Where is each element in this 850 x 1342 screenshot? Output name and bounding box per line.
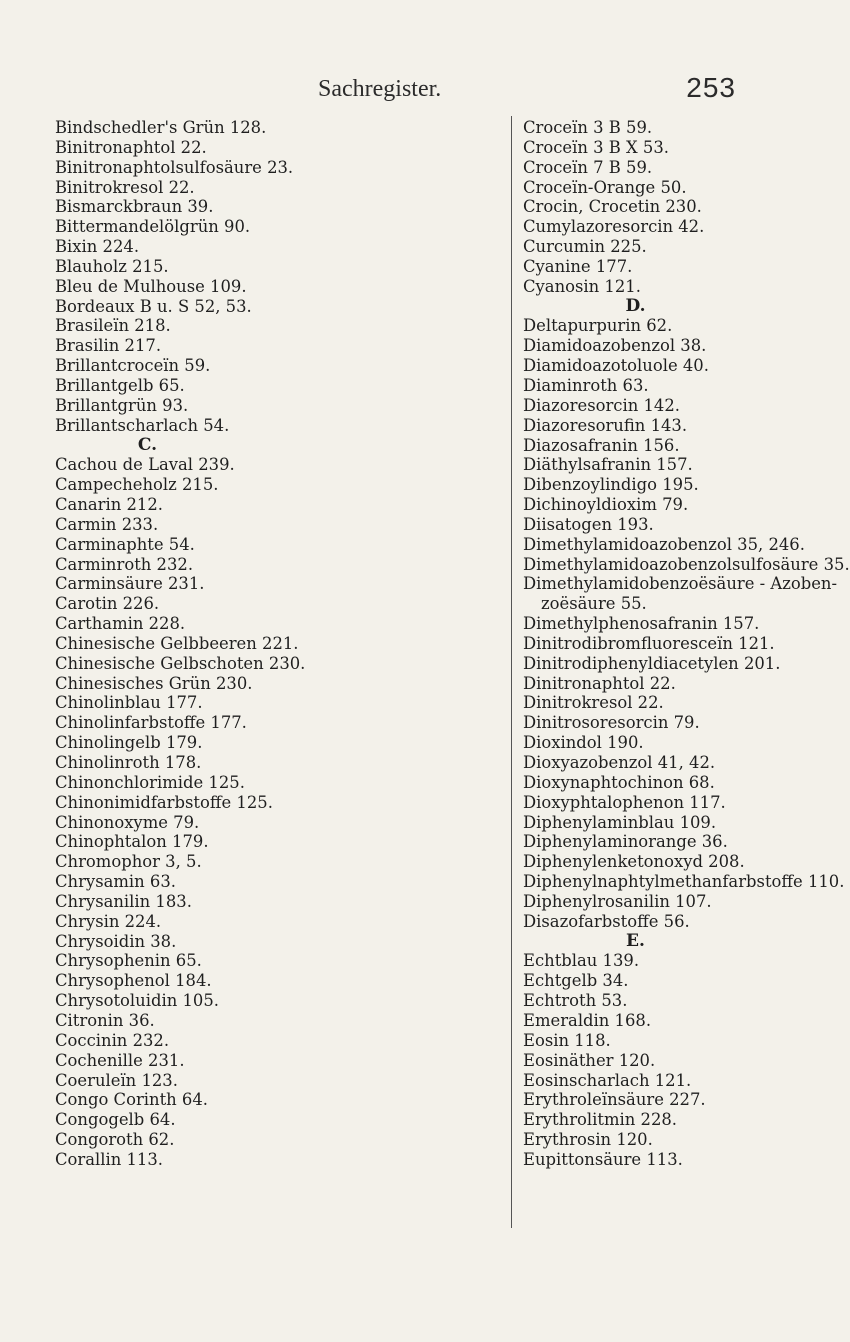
- index-entry: Dimethylphenosafranin 157.: [523, 614, 760, 634]
- index-entry: Dioxynaphtochinon 68.: [523, 772, 715, 792]
- index-entry: Cachou de Laval 239.: [55, 455, 235, 475]
- index-entry: Echtgelb 34.: [523, 971, 629, 991]
- index-entry: Diamidoazobenzol 38.: [523, 336, 707, 356]
- index-entry: Brillantgrün 93.: [55, 395, 189, 415]
- index-entry: Citronin 36.: [55, 1010, 155, 1030]
- index-entry: Diphenylaminorange 36.: [523, 832, 728, 852]
- index-entry: Cyanosin 121.: [523, 276, 641, 296]
- index-column-left: [55, 118, 510, 1170]
- index-entry: Carmin 233.: [55, 514, 159, 534]
- index-entry: Congoroth 62.: [55, 1130, 175, 1150]
- index-entry: Cumylazoresorcin 42.: [523, 217, 705, 237]
- index-entry: Chrysotoluidin 105.: [55, 991, 219, 1011]
- index-entry: Dinitrodiphenyldiacetylen 201.: [523, 653, 781, 673]
- section-letter-heading: C.: [137, 434, 158, 455]
- index-entry: Diphenylenketonoxyd 208.: [523, 852, 745, 872]
- index-entry: Binitronaphtol 22.: [55, 137, 207, 157]
- index-entry: Eupittonsäure 113.: [523, 1149, 683, 1169]
- index-entry: Croceïn-Orange 50.: [523, 177, 687, 197]
- index-entry: Bismarckbraun 39.: [55, 197, 214, 217]
- index-entry: Carminroth 232.: [55, 554, 194, 574]
- column-divider: [511, 116, 512, 1228]
- page-header: [0, 72, 800, 106]
- index-entry: Dinitrodibromfluoresceïn 121.: [523, 633, 775, 653]
- index-entry: Chinolingelb 179.: [55, 733, 203, 753]
- index-entry: Dinitrokresol 22.: [523, 693, 664, 713]
- index-entry: Bordeaux B u. S 52, 53.: [55, 296, 252, 316]
- index-entry: Cochenille 231.: [55, 1050, 185, 1070]
- index-column-right: [523, 118, 850, 1170]
- index-entry: Diäthylsafranin 157.: [523, 455, 693, 475]
- index-entry: Carminaphte 54.: [55, 534, 195, 554]
- index-entry: Brillantcroceïn 59.: [55, 356, 211, 376]
- index-entry: Chinesische Gelbschoten 230.: [55, 653, 306, 673]
- index-entry: Chrysophenol 184.: [55, 971, 212, 991]
- index-entry: Chinolinfarbstoffe 177.: [55, 713, 247, 733]
- index-entry: Croceïn 3 B 59.: [523, 118, 653, 137]
- index-entry: Chinesisches Grün 230.: [55, 673, 253, 693]
- index-entry: Crocin, Crocetin 230.: [523, 197, 702, 217]
- index-entry: Carthamin 228.: [55, 614, 186, 634]
- index-entry: Erythrosin 120.: [523, 1130, 653, 1150]
- index-entry: Corallin 113.: [55, 1149, 164, 1169]
- index-entry: Brasileïn 218.: [55, 316, 171, 336]
- index-entry: Chinonimidfarbstoffe 125.: [55, 792, 273, 812]
- index-entry: Chrysin 224.: [55, 911, 162, 931]
- index-entry: Diamidoazotoluole 40.: [523, 356, 709, 376]
- index-entry: Croceïn 7 B 59.: [523, 157, 653, 177]
- index-entry: Congo Corinth 64.: [55, 1090, 208, 1110]
- index-entry: Chinesische Gelbbeeren 221.: [55, 633, 299, 653]
- index-entry: Canarin 212.: [55, 495, 163, 515]
- index-entry: Echtblau 139.: [523, 951, 640, 971]
- index-entry: Chinolinblau 177.: [55, 693, 203, 713]
- index-entry: Bindschedler's Grün 128.: [55, 118, 267, 137]
- index-entry: Echtroth 53.: [523, 991, 628, 1011]
- index-entry: Chinonoxyme 79.: [55, 812, 200, 832]
- index-entry: Dioxyazobenzol 41, 42.: [523, 753, 716, 772]
- index-entry: Dimethylamidoazobenzol 35, 246.: [523, 534, 805, 554]
- index-entry: Brasilin 217.: [55, 336, 162, 356]
- index-entry: Brillantgelb 65.: [55, 375, 185, 395]
- index-entry: Dinitrosoresorcin 79.: [523, 713, 700, 733]
- index-entry: Eosin 118.: [523, 1030, 611, 1050]
- index-entry: Erythrolitmin 228.: [523, 1110, 678, 1130]
- index-entry: Dibenzoylindigo 195.: [523, 475, 699, 495]
- index-entry: Eosinäther 120.: [523, 1050, 656, 1070]
- index-entry-continuation: zoësäure 55.: [541, 594, 647, 614]
- index-entry: Chrysoidin 38.: [55, 931, 177, 951]
- index-entry: Bixin 224.: [55, 237, 140, 257]
- index-entry: Dioxyphtalophenon 117.: [523, 792, 726, 812]
- index-entry: Diazoresorufin 143.: [523, 415, 688, 435]
- index-entry: Chromophor 3, 5.: [55, 852, 202, 872]
- index-entry: Diazosafranin 156.: [523, 435, 680, 455]
- index-entry: Deltapurpurin 62.: [523, 316, 673, 336]
- index-entry: Dimethylamidobenzoësäure - Azoben-: [523, 574, 837, 594]
- index-entry: Dioxindol 190.: [523, 733, 644, 753]
- index-entry: Chinophtalon 179.: [55, 832, 209, 852]
- running-title: Sachregister.: [318, 76, 442, 102]
- index-entry: Diisatogen 193.: [523, 514, 654, 534]
- index-entry: Congogelb 64.: [55, 1110, 176, 1130]
- index-entry: Diphenylaminblau 109.: [523, 812, 717, 832]
- index-entry: Chinolinroth 178.: [55, 753, 202, 772]
- index-entry: Diazoresorcin 142.: [523, 395, 680, 415]
- index-entry: Dichinoyldioxim 79.: [523, 495, 689, 515]
- index-entry: Croceïn 3 B X 53.: [523, 137, 669, 157]
- index-entry: Curcumin 225.: [523, 237, 647, 257]
- index-entry: Coccinin 232.: [55, 1030, 170, 1050]
- index-entry: Diphenylnaphtylmethanfarbstoffe 110.: [523, 872, 845, 892]
- index-entry: Coeruleïn 123.: [55, 1070, 178, 1090]
- index-entry: Disazofarbstoffe 56.: [523, 911, 690, 931]
- section-letter-heading: D.: [625, 295, 646, 316]
- index-entry: Erythroleïnsäure 227.: [523, 1090, 706, 1110]
- index-entry: Blauholz 215.: [55, 256, 169, 276]
- index-entry: Chrysanilin 183.: [55, 891, 192, 911]
- index-entry: Carotin 226.: [55, 594, 160, 614]
- index-entry: Bittermandelölgrün 90.: [55, 217, 251, 237]
- index-entry: Carminsäure 231.: [55, 574, 205, 594]
- index-entry: Chrysamin 63.: [55, 872, 176, 892]
- index-entry: Dimethylamidoazobenzolsulfosäure 35.: [523, 554, 850, 574]
- index-entry: Cyanine 177.: [523, 256, 633, 276]
- index-entry: Dinitronaphtol 22.: [523, 673, 676, 693]
- index-entry: Chrysophenin 65.: [55, 951, 202, 971]
- index-entry: Eosinscharlach 121.: [523, 1070, 692, 1090]
- index-entry: Emeraldin 168.: [523, 1010, 652, 1030]
- page-number: 253: [686, 72, 736, 103]
- index-entry: Diphenylrosanilin 107.: [523, 891, 712, 911]
- index-entry: Binitronaphtolsulfosäure 23.: [55, 157, 294, 177]
- section-letter-heading: E.: [626, 930, 645, 951]
- index-entry: Binitrokresol 22.: [55, 177, 195, 197]
- index-entry: Bleu de Mulhouse 109.: [55, 276, 247, 296]
- index-entry: Campecheholz 215.: [55, 475, 219, 495]
- index-entry: Chinonchlorimide 125.: [55, 772, 245, 792]
- index-entry: Brillantscharlach 54.: [55, 415, 230, 435]
- index-entry: Diaminroth 63.: [523, 375, 649, 395]
